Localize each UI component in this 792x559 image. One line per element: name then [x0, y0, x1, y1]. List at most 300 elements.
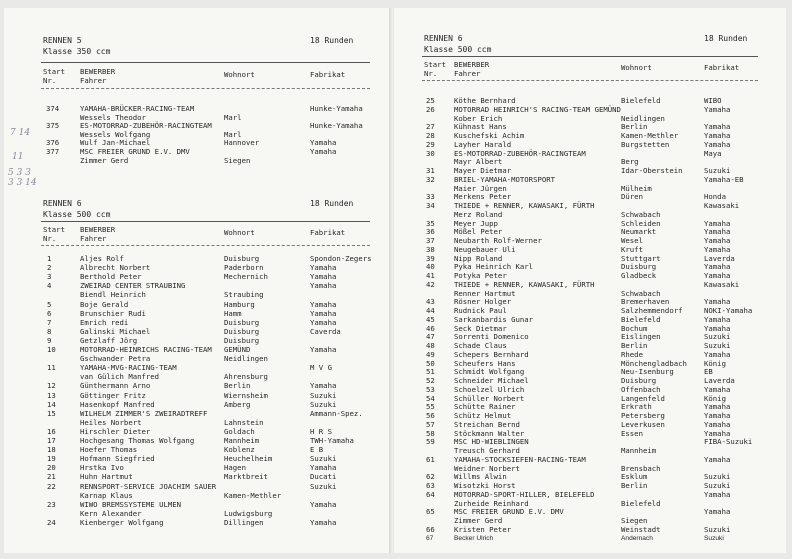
start-number: 25	[426, 96, 435, 105]
make: Yamaha	[310, 499, 337, 509]
start-number: 2	[47, 263, 52, 273]
hometown: Ludwigsburg	[224, 508, 273, 518]
start-number: 61	[426, 454, 435, 464]
make: Suzuki	[704, 534, 724, 542]
make: Suzuki	[310, 390, 337, 400]
entrant-name: van Gülich Manfred	[80, 372, 160, 382]
start-number: 40	[426, 262, 435, 272]
hometown: Esklum	[621, 472, 648, 482]
start-number: 54	[426, 393, 435, 403]
entrant-name: Huhn Hartmut	[80, 472, 133, 482]
entrant-name: Hoefer Thomas	[80, 445, 138, 455]
make: Yamaha	[310, 345, 337, 354]
start-number: 59	[426, 437, 435, 447]
make: Suzuki	[704, 481, 731, 490]
start-number: 8	[47, 326, 52, 336]
race5-rule-top	[41, 62, 370, 63]
hometown: Mechernich	[224, 272, 268, 282]
make: Yamaha	[310, 317, 337, 327]
start-number: 28	[426, 131, 435, 140]
race6-col-wohnort: Wohnort	[224, 228, 255, 237]
entrant-name: ZWEIRAD CENTER STRAUBING	[80, 281, 186, 291]
hometown: Neumarkt	[621, 227, 657, 237]
make: Yamaha	[704, 122, 731, 132]
hometown: Duisburg	[224, 335, 260, 345]
start-number: 57	[426, 419, 435, 429]
hometown: Lahnstein	[224, 417, 264, 427]
hometown: Düren	[621, 192, 643, 202]
entrant-name: WIWO BREMSSYSTEME ULMEN	[80, 499, 182, 509]
entrant-name: Neugebauer Uli	[454, 244, 516, 254]
entrant-name: Nipp Roland	[454, 253, 503, 263]
race5-col-wohnort: Wohnort	[224, 70, 255, 79]
hometown: Schwabach	[621, 288, 661, 298]
entrant-name: WILHELM ZIMMER'S ZWEIRADTREFF	[80, 408, 208, 418]
make: Yamaha	[310, 517, 337, 527]
hometown: Berlin	[224, 381, 251, 391]
start-number: 39	[426, 253, 435, 263]
make: Laverda	[704, 376, 735, 385]
entrant-name: Schütz Helmut	[454, 411, 512, 420]
start-number: 376	[46, 138, 60, 148]
entrant-name: Meyer Jupp	[454, 218, 498, 228]
race6-right-col-nr: Nr.	[424, 69, 438, 78]
entrant-name: Kober Erich	[454, 113, 503, 123]
hometown: Bremerhaven	[621, 297, 670, 307]
entrant-name: MSC HD-WIEBLINGEN	[454, 437, 529, 447]
make: Suzuki	[704, 166, 731, 175]
entrant-name: Mayer Dietmar	[454, 166, 512, 175]
entrant-name: Wessels Theodor	[80, 112, 146, 122]
hometown: Kruft	[621, 244, 643, 254]
make: Suzuki	[310, 399, 337, 409]
hometown: Paderborn	[224, 263, 264, 273]
start-number: 29	[426, 139, 435, 149]
make: Yamaha	[310, 272, 337, 282]
entrant-name: Treusch Gerhard	[454, 446, 520, 455]
make: Yamaha	[704, 349, 731, 359]
hometown: Marl	[224, 129, 242, 139]
start-number: 49	[426, 349, 435, 359]
hometown: Gladbeck	[621, 271, 657, 280]
race5-title: RENNEN 5	[43, 36, 82, 45]
entrant-name: Boje Gerald	[80, 299, 129, 309]
entrant-name: Schade Claus	[454, 341, 507, 350]
start-number: 41	[426, 271, 435, 280]
hometown: Duisburg	[224, 317, 260, 327]
entrant-name: MSC FREIER GRUND E.V. DMV	[80, 147, 190, 156]
hometown: Kamen-Methler	[621, 131, 679, 140]
entrant-name: Streichan Bernd	[454, 419, 520, 429]
make: Yamaha	[704, 489, 731, 499]
make: Ducati	[310, 472, 337, 482]
entrant-name: ES-MOTORRAD-ZUBEHÖR-RACINGTEAM	[80, 121, 212, 131]
start-number: 64	[426, 489, 435, 499]
make: Yamaha	[310, 463, 337, 473]
entrant-name: BRIEL-YAMAHA-MOTORSPORT	[454, 174, 556, 184]
make: Suzuki	[704, 341, 731, 350]
race6-rounds: 18 Runden	[310, 199, 354, 208]
start-number: 13	[47, 390, 56, 400]
entrant-name: MOTORRAD-SPORT-HILLER, BIELEFELD	[454, 489, 595, 499]
make: Yamaha	[310, 299, 337, 309]
start-number: 374	[46, 104, 60, 113]
hometown: Essen	[621, 428, 643, 438]
entrant-name: Zurheide Reinhard	[454, 498, 529, 508]
race5-col-start: Start	[43, 67, 65, 76]
start-number: 38	[426, 244, 435, 254]
hometown: Hamburg	[224, 299, 255, 309]
start-number: 24	[47, 517, 56, 527]
entrant-name: Weidner Norbert	[454, 463, 520, 473]
entrant-name: Potyka Peter	[454, 271, 507, 280]
start-number: 22	[47, 481, 56, 491]
hometown: Heuchelheim	[224, 454, 273, 464]
start-number: 3	[47, 272, 52, 282]
hometown: Dillingen	[224, 517, 264, 527]
make: Suzuki	[704, 524, 731, 534]
race6-col-fabrikat: Fabrikat	[310, 228, 346, 237]
make: Suzuki	[704, 472, 731, 482]
start-number: 50	[426, 358, 435, 368]
start-number: 65	[426, 507, 435, 517]
race6-right-col-fabrikat: Fabrikat	[704, 63, 740, 72]
start-number: 375	[46, 121, 60, 131]
entrant-name: Merkens Peter	[454, 192, 512, 202]
entrant-name: Schüller Norbert	[454, 393, 525, 403]
make: Yamaha	[704, 411, 731, 420]
hometown: Schleiden	[621, 218, 661, 228]
make: Yamaha	[704, 428, 731, 438]
make: Yamaha-EB	[704, 174, 744, 184]
start-number: 51	[426, 367, 435, 377]
hometown: Koblenz	[224, 445, 255, 455]
race5-col-fabrikat: Fabrikat	[310, 70, 346, 79]
start-number: 36	[426, 227, 435, 237]
start-number: 62	[426, 472, 435, 482]
entrant-name: Hochgesang Thomas Wolfgang	[80, 436, 195, 445]
start-number: 32	[426, 174, 435, 184]
hometown: Marl	[224, 112, 242, 122]
race6-right-title: RENNEN 6	[424, 34, 463, 43]
hometown: Offenbach	[621, 384, 661, 394]
start-number: 47	[426, 332, 435, 342]
hometown: Neidlingen	[621, 113, 665, 123]
start-number: 55	[426, 402, 435, 412]
make: Yamaha	[704, 262, 731, 272]
left-page	[4, 8, 390, 553]
make: Yamaha	[704, 454, 731, 464]
start-number: 44	[426, 306, 435, 315]
entrant-name: Zimmer Gerd	[454, 516, 503, 525]
hometown: Schwabach	[621, 209, 661, 219]
make: Yamaha	[704, 323, 731, 333]
make: Kawasaki	[704, 279, 740, 289]
start-number: 10	[47, 345, 56, 354]
entrant-name: Schoelzel Ulrich	[454, 384, 525, 394]
entrant-name: Zimmer Gerd	[80, 155, 129, 165]
margin-note: 5 3 3	[8, 168, 31, 178]
make: TWH-Yamaha	[310, 436, 354, 445]
make: Yamaha	[310, 263, 337, 273]
race6-right-rounds: 18 Runden	[704, 34, 748, 43]
race6-rule-top	[41, 221, 370, 222]
race6-col-nr: Nr.	[43, 234, 57, 243]
make: Yamaha	[704, 402, 731, 412]
entrant-name: RENNSPORT-SERVICE JOACHIM SAUER	[80, 481, 217, 491]
start-number: 45	[426, 314, 435, 324]
race5-col-bewerber: BEWERBER	[80, 67, 116, 76]
start-number: 9	[47, 335, 52, 345]
make: Yamaha	[704, 236, 731, 245]
entrant-name: THIEDE + RENNER, KAWASAKI, FÜRTH	[454, 279, 595, 289]
make: Suzuki	[704, 332, 731, 342]
make: Suzuki	[310, 481, 337, 491]
entrant-name: Hofmann Siegfried	[80, 454, 155, 464]
entrant-name: Biendl Heinrich	[80, 290, 146, 300]
hometown: Erkrath	[621, 402, 652, 412]
start-number: 63	[426, 481, 435, 490]
entrant-name: Renner Hartmut	[454, 288, 516, 298]
entrant-name: Heiles Norbert	[80, 417, 142, 427]
race6-right-col-fahrer: Fahrer	[454, 69, 481, 78]
entrant-name: Stöckmann Walter	[454, 428, 525, 438]
start-number: 56	[426, 411, 435, 420]
hometown: Mülheim	[621, 183, 652, 193]
hometown: Wiernsheim	[224, 390, 268, 400]
start-number: 37	[426, 236, 435, 245]
hometown: Duisburg	[224, 326, 260, 336]
make: Yamaha	[704, 507, 731, 517]
start-number: 16	[47, 426, 56, 436]
entrant-name: Scheufers Hans	[454, 358, 516, 368]
hometown: Berlin	[621, 122, 648, 132]
entrant-name: Wessels Wolfgang	[80, 129, 151, 139]
entrant-name: MOTORRAD-HEINRICHS RACING-TEAM	[80, 345, 212, 354]
start-number: 20	[47, 463, 56, 473]
hometown: Duisburg	[224, 254, 260, 263]
hometown: Duisburg	[621, 376, 657, 385]
hometown: Brensbach	[621, 463, 661, 473]
entrant-name: Aljes Rolf	[80, 254, 124, 263]
hometown: Wesel	[621, 236, 643, 245]
make: Ammann-Spez.	[310, 408, 363, 418]
hometown: Berlin	[621, 341, 648, 350]
entrant-name: Kuschefski Achim	[454, 131, 525, 140]
make: Yamaha	[704, 104, 731, 114]
make: Yamaha	[704, 227, 731, 237]
start-number: 53	[426, 384, 435, 394]
race5-rule-sub	[41, 88, 370, 89]
make: Spondon-Zegers	[310, 254, 372, 263]
make: Yamaha	[310, 138, 337, 148]
race6-right-rule-top	[422, 56, 758, 57]
make: Yamaha	[310, 308, 337, 318]
make: Hunke-Yamaha	[310, 121, 363, 131]
start-number: 6	[47, 308, 52, 318]
entrant-name: Köthe Bernhard	[454, 96, 516, 105]
entrant-name: Galinski Michael	[80, 326, 151, 336]
entrant-name: Layher Harald	[454, 139, 512, 149]
hometown: Hamm	[224, 308, 242, 318]
hometown: Goldach	[224, 426, 255, 436]
right-page	[394, 8, 786, 553]
entrant-name: Schepers Bernhard	[454, 349, 529, 359]
make: Honda	[704, 192, 726, 202]
entrant-name: YAMAHA-MVG-RACING-TEAM	[80, 363, 177, 373]
entrant-name: Willms Alwin	[454, 472, 507, 482]
race5-col-nr: Nr.	[43, 76, 57, 85]
make: E B	[310, 445, 324, 455]
start-number: 46	[426, 323, 435, 333]
entrant-name: Pyka Heinrich Karl	[454, 262, 534, 272]
entrant-name: Göttinger Fritz	[80, 390, 146, 400]
start-number: 11	[47, 363, 56, 373]
start-number: 377	[46, 147, 60, 156]
hometown: Siegen	[224, 155, 251, 165]
make: Maya	[704, 148, 722, 158]
make: Yamaha	[704, 314, 731, 324]
hometown: Kamen-Methler	[224, 490, 282, 500]
start-number: 17	[47, 436, 56, 445]
start-number: 31	[426, 166, 435, 175]
entrant-name: Wisotzki Horst	[454, 481, 516, 490]
make: Yamaha	[310, 147, 337, 156]
entrant-name: Günthermann Arno	[80, 381, 151, 391]
hometown: Bochum	[621, 323, 648, 333]
entrant-name: Hrstka Ivo	[80, 463, 124, 473]
start-number: 18	[47, 445, 56, 455]
hometown: Bielefeld	[621, 314, 661, 324]
hometown: Straubing	[224, 290, 264, 300]
make: König	[704, 358, 726, 368]
entrant-name: Seck Dietmar	[454, 323, 507, 333]
margin-note: 11	[12, 152, 24, 162]
race6-right-class: Klasse 500 ccm	[424, 45, 492, 54]
race6-col-start: Start	[43, 225, 65, 234]
hometown: GEMÜND	[224, 345, 251, 354]
entrant-name: MOTORRAD HEINRICH'S RACING-TEAM GEMÜND	[454, 104, 621, 114]
entrant-name: Kühnast Hans	[454, 122, 507, 132]
start-number: 42	[426, 279, 435, 289]
start-number: 58	[426, 428, 435, 438]
start-number: 26	[426, 104, 435, 114]
hometown: Bielefeld	[621, 498, 661, 508]
entrant-name: Schmidt Wolfgang	[454, 367, 525, 377]
hometown: Petersberg	[621, 411, 665, 420]
start-number: 19	[47, 454, 56, 464]
make: M V G	[310, 363, 332, 373]
entrant-name: YAMAHA-STOCKSIEFEN-RACING-TEAM	[454, 454, 586, 464]
margin-note: 7 14	[10, 128, 31, 138]
race5-rounds: 18 Runden	[310, 36, 354, 45]
entrant-name: Sorrenti Domenico	[454, 332, 529, 342]
make: Yamaha	[704, 271, 731, 280]
start-number: 34	[426, 201, 435, 210]
hometown: Neu-Isenburg	[621, 367, 674, 377]
start-number: 1	[47, 254, 52, 263]
make: Yamaha	[704, 419, 731, 429]
entrant-name: MSC FREIER GRUND E.V. DMV	[454, 507, 564, 517]
start-number: 21	[47, 472, 56, 482]
hometown: Eislingen	[621, 332, 661, 342]
make: Yamaha	[704, 218, 731, 228]
hometown: Mannheim	[621, 446, 657, 455]
start-number: 67	[426, 534, 434, 542]
entrant-name: Berthold Peter	[80, 272, 142, 282]
hometown: Duisburg	[621, 262, 657, 272]
entrant-name: Kern Alexander	[80, 508, 142, 518]
race6-class: Klasse 500 ccm	[43, 210, 111, 219]
hometown: Marktbreit	[224, 472, 268, 482]
make: Yamaha	[704, 139, 731, 149]
margin-note: 3 3 14	[8, 178, 37, 188]
hometown: Berlin	[621, 481, 648, 490]
hometown: Ahrensburg	[224, 372, 268, 382]
race6-right-col-wohnort: Wohnort	[621, 63, 652, 72]
start-number: 23	[47, 499, 56, 509]
make: Yamaha	[310, 381, 337, 391]
hometown: Siegen	[621, 516, 648, 525]
make: Yamaha	[704, 131, 731, 140]
start-number: 14	[47, 399, 56, 409]
hometown: Mannheim	[224, 436, 260, 445]
start-number: 43	[426, 297, 435, 307]
entrant-name: Mayr Albert	[454, 157, 503, 167]
entrant-name: Gschwander Petra	[80, 354, 151, 364]
entrant-name: Wulf Jan-Michael	[80, 138, 151, 148]
hometown: Salzhemmendorf	[621, 306, 683, 315]
race6-right-col-bewerber: BEWERBER	[454, 60, 490, 69]
hometown: Berg	[621, 157, 639, 167]
make: Caverda	[310, 326, 341, 336]
entrant-name: Albrecht Norbert	[80, 263, 151, 273]
entrant-name: Schneider Michael	[454, 376, 529, 385]
make: König	[704, 393, 726, 403]
hometown: Bielefeld	[621, 96, 661, 105]
start-number: 35	[426, 218, 435, 228]
make: FIBA-Suzuki	[704, 437, 753, 447]
make: Hunke-Yamaha	[310, 104, 363, 113]
start-number: 66	[426, 524, 435, 534]
start-number: 4	[47, 281, 52, 291]
entrant-name: Emrich redi	[80, 317, 129, 327]
hometown: Amberg	[224, 399, 251, 409]
hometown: Neidlingen	[224, 354, 268, 364]
entrant-name: Rösner Holger	[454, 297, 512, 307]
entrant-name: Kienberger Wolfgang	[80, 517, 164, 527]
make: Yamaha	[310, 281, 337, 291]
entrant-name: Sarkanbardis Gunar	[454, 314, 534, 324]
entrant-name: Hirschler Dieter	[80, 426, 151, 436]
start-number: 27	[426, 122, 435, 132]
entrant-name: Rudnick Paul	[454, 306, 507, 315]
start-number: 12	[47, 381, 56, 391]
race6-title: RENNEN 6	[43, 199, 82, 208]
make: Laverda	[704, 253, 735, 263]
start-number: 15	[47, 408, 56, 418]
start-number: 52	[426, 376, 435, 385]
hometown: Langenfeld	[621, 393, 665, 403]
start-number: 7	[47, 317, 52, 327]
hometown: Andernach	[621, 534, 653, 542]
entrant-name: Schütte Rainer	[454, 402, 516, 412]
hometown: Mönchengladbach	[621, 358, 687, 368]
start-number: 30	[426, 148, 435, 158]
hometown: Hagen	[224, 463, 246, 473]
entrant-name: Karnap Klaus	[80, 490, 133, 500]
hometown: Hannover	[224, 138, 260, 148]
